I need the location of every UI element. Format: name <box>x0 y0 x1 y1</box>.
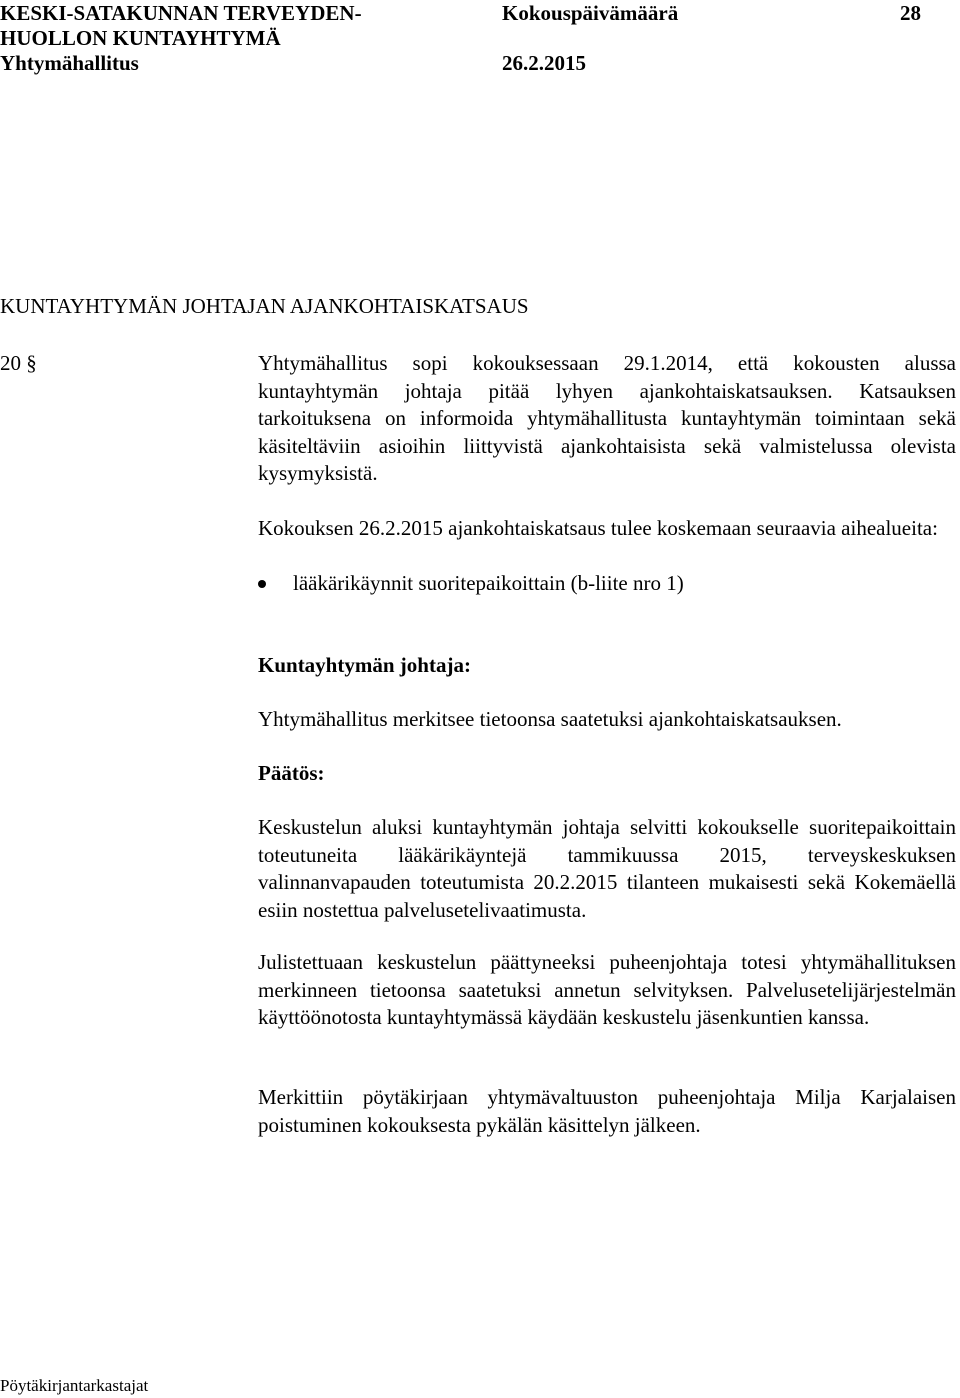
decision-heading: Päätös: <box>258 761 325 785</box>
decision-paragraph <box>258 1084 956 1139</box>
decision-paragraph-text: Merkittiin pöytäkirjaan yhtymävaltuuston puheenjohtaja Milja Karjalaisen poistuminen kokouksesta pykälän käsittelyn jälkeen. <box>258 1085 956 1137</box>
decision-paragraph <box>258 949 956 1032</box>
intro-paragraph-text: Yhtymähallitus sopi kokouksessaan 29.1.2014, että kokousten alussa kuntayhtymän johtaja pitää lyhyen ajankohtaiskatsauksen. Katsauksen tarkoituksena on informoida yhtymähallitusta kuntayhtymän toimintaan sekä käsiteltäviin asioihin liittyvistä ajankohtaisista sekä valmistelussa olevista kysymyksistä. <box>258 351 956 485</box>
section-title: KUNTAYHTYMÄN JOHTAJAN AJANKOHTAISKATSAUS <box>0 294 529 318</box>
organization-name-line-1: KESKI-SATAKUNNAN TERVEYDEN- <box>0 1 362 25</box>
topic-list-item-text: lääkärikäynnit suoritepaikoittain (b-liite nro 1) <box>293 571 684 595</box>
organization-name-line-2: HUOLLON KUNTAYHTYMÄ <box>0 26 281 50</box>
topics-paragraph <box>258 515 956 543</box>
bullet-icon <box>258 580 266 588</box>
intro-paragraph <box>258 350 956 488</box>
proposal-heading: Kuntayhtymän johtaja: <box>258 653 471 677</box>
footer-reviewers-label: Pöytäkirjantarkastajat <box>0 1376 149 1395</box>
meeting-body-name: Yhtymähallitus <box>0 51 139 75</box>
section-number: 20 § <box>0 351 37 375</box>
decision-paragraph-text: Keskustelun aluksi kuntayhtymän johtaja selvitti kokoukselle suoritepaikoittain toteutuneita lääkärikäyntejä tammikuussa 2015, terveyskeskuksen valinnanvapauden toteutumista 20.2.2015 tilanteen mukaisesti sekä Kokemäellä esiin nostettua palvelusetelivaatimusta. <box>258 815 956 922</box>
meeting-date-label: Kokouspäivämäärä <box>502 1 679 25</box>
decision-paragraph-text: Julistettuaan keskustelun päättyneeksi puheenjohtaja totesi yhtymähallituksen merkinneen tietoonsa saatetuksi annetun selvityksen. Palvelusetelijärjestelmän käyttöönotosta kuntayhtymässä käydään keskustelu jäsenkuntien kanssa. <box>258 950 956 1029</box>
proposal-text: Yhtymähallitus merkitsee tietoonsa saatetuksi ajankohtaiskatsauksen. <box>258 707 842 731</box>
page-number: 28 <box>900 1 921 25</box>
meeting-date-value: 26.2.2015 <box>502 51 586 75</box>
topics-paragraph-text: Kokouksen 26.2.2015 ajankohtaiskatsaus tulee koskemaan seuraavia aihealueita: <box>258 516 938 540</box>
decision-paragraph <box>258 814 956 924</box>
